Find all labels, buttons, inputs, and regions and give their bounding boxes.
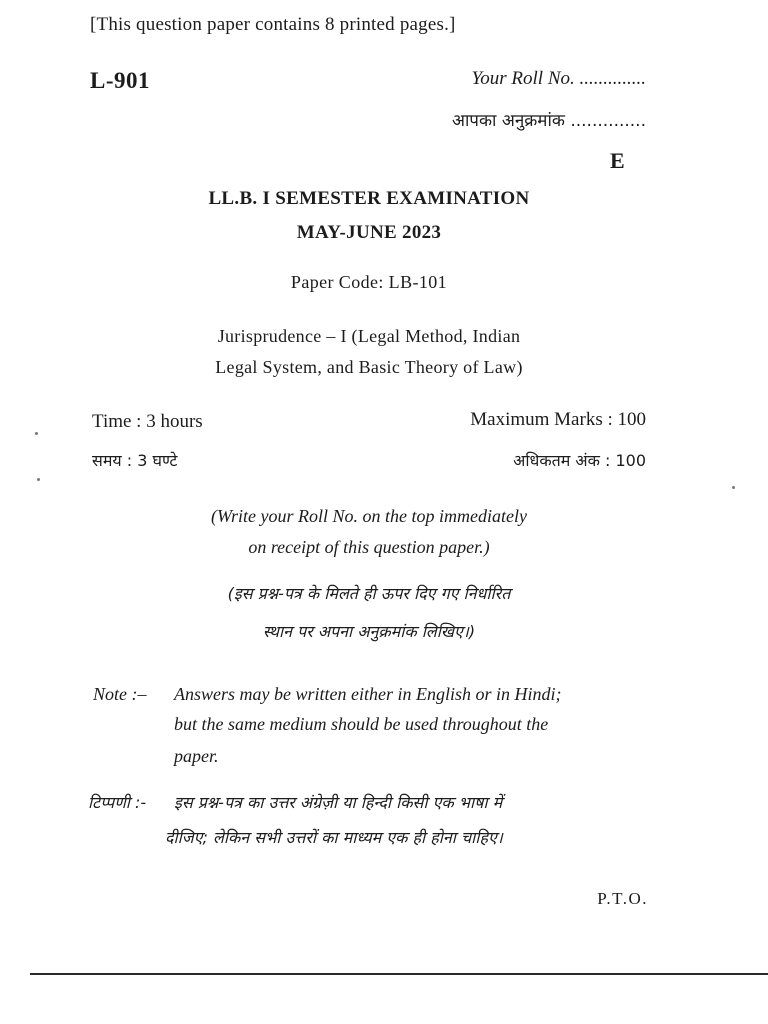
note-english-line-1: Answers may be written either in English or in Hindi; — [174, 684, 562, 704]
note-english-line-3: paper. — [174, 746, 219, 766]
instruction-english-line-1: (Write your Roll No. on the top immediately — [211, 506, 527, 526]
instruction-english-line-2: on receipt of this question paper.) — [248, 537, 490, 557]
note-english-line-2: but the same medium should be used throughout the — [174, 714, 549, 734]
paper-number: L-901 — [90, 68, 150, 93]
page-bottom-rule — [30, 973, 768, 975]
scan-speck — [37, 478, 40, 481]
roll-number-english: Your Roll No. .............. — [471, 68, 646, 89]
time-hindi: समय : 3 घण्टे — [92, 451, 178, 470]
max-marks-hindi: अधिकतम अंक : 100 — [513, 451, 646, 470]
paper-set: E — [610, 148, 625, 173]
time-english: Time : 3 hours — [92, 411, 203, 432]
paper-code: Paper Code: LB-101 — [290, 272, 448, 292]
note-hindi-line-2: दीजिए; लेकिन सभी उत्तरों का माध्यम एक ही होना चाहिए। — [165, 828, 503, 847]
roll-number-hindi: आपका अनुक्रमांक .............. — [451, 111, 646, 131]
scan-speck — [35, 432, 38, 435]
note-english-label: Note :– — [93, 684, 147, 704]
subject-line-1: Jurisprudence – I (Legal Method, Indian — [217, 326, 521, 346]
instruction-hindi-line-1: (इस प्रश्न-पत्र के मिलते ही ऊपर दिए गए निर्धारित — [227, 584, 511, 603]
note-hindi-line-1: इस प्रश्न-पत्र का उत्तर अंग्रेज़ी या हिन्दी किसी एक भाषा में — [174, 793, 503, 812]
exam-title: LL.B. I SEMESTER EXAMINATION — [208, 188, 530, 209]
subject-line-2: Legal System, and Basic Theory of Law) — [215, 357, 523, 377]
max-marks-english: Maximum Marks : 100 — [470, 409, 646, 430]
instruction-hindi-line-2: स्थान पर अपना अनुक्रमांक लिखिए।) — [262, 622, 476, 641]
scan-speck — [732, 486, 735, 489]
exam-session: MAY-JUNE 2023 — [296, 222, 442, 243]
note-hindi-label: टिप्पणी :- — [88, 793, 147, 812]
header-note: [This question paper contains 8 printed pages.] — [90, 14, 456, 35]
page-turn-marker: P.T.O. — [597, 889, 648, 908]
